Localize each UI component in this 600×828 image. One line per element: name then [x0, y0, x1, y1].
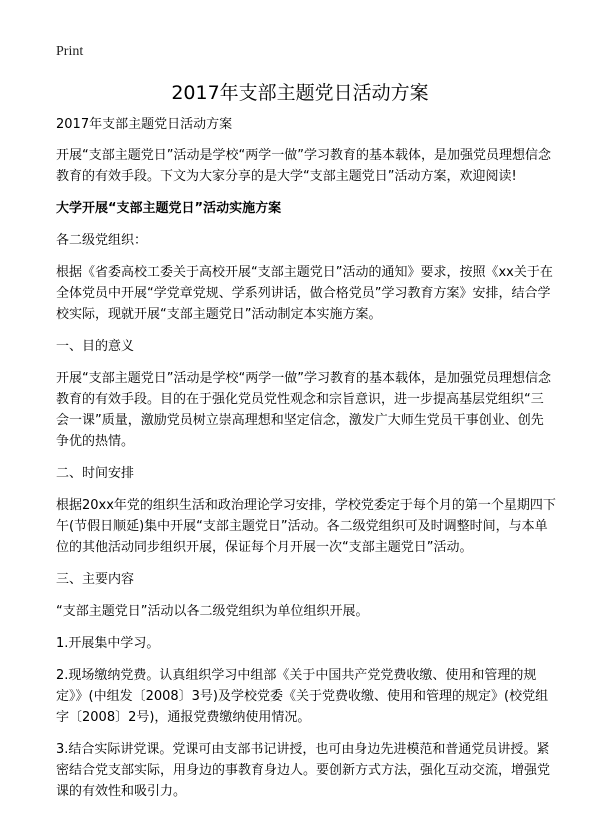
list-item-study: 1.开展集中学习。	[56, 636, 160, 651]
unit-paragraph: “支部主题党日”活动以各二级党组织为单位组织开展。	[56, 604, 369, 619]
section-heading-content: 三、主要内容	[56, 572, 135, 587]
document-body	[56, 114, 556, 813]
section-heading-schedule: 二、时间安排	[56, 466, 135, 481]
intro-paragraph: 开展“支部主题党日”活动是学校“两学一做”学习教育的基本载体，是加强党员理想信念教育的有效手段。下文为大家分享的是大学“支部主题党日”活动方案，欢迎阅读!	[56, 148, 551, 184]
plan-heading: 大学开展“支部主题党日”活动实施方案	[56, 201, 282, 216]
section-heading-purpose: 一、目的意义	[56, 339, 135, 354]
list-item-lecture: 3.结合实际讲党课。党课可由支部书记讲授，也可由身边先进模范和普通党员讲授。紧密结合党支部实际，用身边的事教育身边人。要创新方式方法，强化互动交流，增强党课的有效性和吸引力。	[56, 742, 551, 799]
print-label: Print	[56, 44, 84, 59]
purpose-paragraph: 开展“支部主题党日”活动是学校“两学一做”学习教育的基本载体，是加强党员理想信念教育的有效手段。目的在于强化党员党性观念和宗旨意识，进一步提高基层党组织“三会一课”质量，激励党员树立崇高理想和坚定信念，激发广大师生党员干事创业、创先争优的热情。	[56, 371, 551, 449]
list-item-dues: 2.现场缴纳党费。认真组织学习中组部《关于中国共产党党费收缴、使用和管理的规定》》(中组发〔2008〕3号)及学校党委《关于党费收缴、使用和管理的规定》(校党组字〔2008〕2号)，通报党费缴纳使用情况。	[56, 668, 549, 725]
schedule-paragraph: 根据20xx年党的组织生活和政治理论学习安排，学校党委定于每个月的第一个星期四下午(节假日顺延)集中开展“支部主题党日”活动。各二级党组织可及时调整时间，与本单位的其他活动同步组织开展，保证每个月开展一次“支部主题党日”活动。	[56, 498, 556, 555]
document-title: 2017年支部主题党日活动方案	[171, 82, 429, 104]
addressee: 各二级党组织：	[56, 233, 148, 248]
document-subtitle: 2017年支部主题党日活动方案	[56, 117, 233, 132]
basis-paragraph: 根据《省委高校工委关于高校开展“支部主题党日”活动的通知》要求，按照《xx关于在全体党员中开展“学党章党规、学系列讲话，做合格党员”学习教育方案》安排，结合学校实际，现就开展“支部主题党日”活动制定本实施方案。	[56, 265, 553, 322]
